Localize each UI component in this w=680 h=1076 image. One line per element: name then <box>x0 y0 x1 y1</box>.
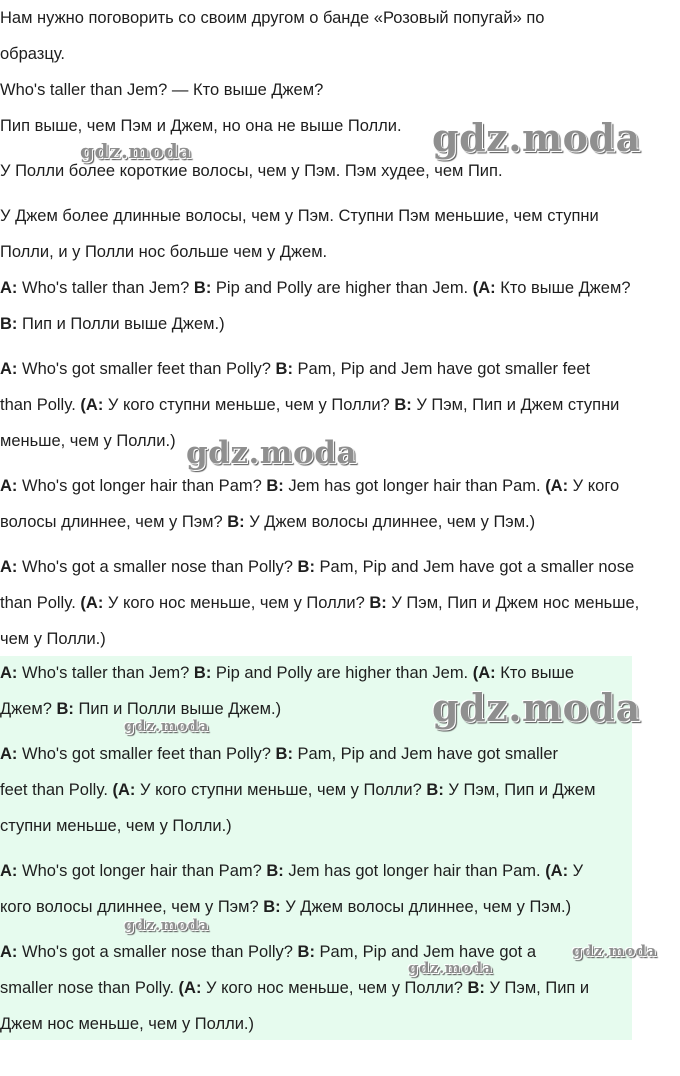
question-translation: У кого <box>568 477 620 495</box>
dialogue-line <box>0 476 619 496</box>
speaker-b-label: B: <box>297 943 315 961</box>
dialogue-line <box>0 978 589 998</box>
speaker-a-label: (A: <box>80 396 104 414</box>
question-translation: Кто выше Джем? <box>495 279 631 297</box>
watermark-logo: gdz.moda <box>432 115 641 160</box>
intro-line: У Джем более длинные волосы, чем у Пэм. Ступни Пэм меньшие, чем ступни <box>0 207 599 225</box>
answer-translation: Пип и Полли выше Джем.) <box>17 315 225 333</box>
watermark-logo: gdz.moda <box>186 435 357 471</box>
speaker-a-label: (A: <box>472 664 496 682</box>
question-translation: У кого нос меньше, чем у Полли? <box>103 594 370 612</box>
answer-text: feet than Polly. <box>0 781 113 799</box>
answer-text: Jem has got longer hair than Pam. <box>283 862 546 880</box>
question-text: Who's taller than Jem? <box>17 279 194 297</box>
watermark-logo: gdz.moda <box>80 139 192 163</box>
speaker-b-label: B: <box>467 979 485 997</box>
speaker-a-label: A: <box>0 360 18 378</box>
speaker-a-label: (A: <box>545 477 569 495</box>
answer-translation: У Пэм, Пип и <box>484 979 590 997</box>
question-translation: Кто выше <box>495 664 575 682</box>
speaker-a-label: A: <box>0 279 18 297</box>
speaker-a-label: (A: <box>80 594 104 612</box>
answer-translation: У Джем волосы длиннее, чем у Пэм.) <box>244 513 536 531</box>
speaker-b-label: B: <box>193 664 212 682</box>
answer-translation: У Пэм, Пип и Джем <box>443 781 596 799</box>
speaker-b-label: B: <box>426 781 444 799</box>
answer-text: than Polly. <box>0 396 81 414</box>
watermark-logo: gdz.moda <box>124 717 209 735</box>
speaker-b-label: B: <box>266 477 284 495</box>
speaker-a-label: (A: <box>112 781 136 799</box>
watermark-logo: gdz.moda <box>572 942 657 960</box>
question-translation: У <box>568 862 584 880</box>
dialogue-line <box>0 897 571 917</box>
question-translation: Джем? <box>0 700 57 718</box>
watermark-logo: gdz.moda <box>408 959 493 977</box>
intro-line: Нам нужно поговорить со своим другом о банде «Розовый попугай» по <box>0 9 545 27</box>
answer-translation: У Пэм, Пип и Джем ступни <box>411 396 620 414</box>
intro-line: У Полли более короткие волосы, чем у Пэм. Пэм худее, чем Пип. <box>0 162 503 180</box>
speaker-b-label: B: <box>227 513 245 531</box>
dialogue-line <box>0 557 634 577</box>
dialogue-line <box>0 1014 254 1034</box>
question-translation: волосы длиннее, чем у Пэм? <box>0 513 228 531</box>
question-translation: У кого ступни меньше, чем у Полли? <box>135 781 427 799</box>
answer-text: Pip and Polly are higher than Jem. <box>211 279 473 297</box>
dialogue-line <box>0 699 281 719</box>
question-text: Who's taller than Jem? <box>17 664 194 682</box>
speaker-a-label: (A: <box>545 862 569 880</box>
speaker-a-label: A: <box>0 477 18 495</box>
speaker-a-label: A: <box>0 943 18 961</box>
watermark-logo: gdz.moda <box>432 685 641 730</box>
answer-translation: Пип и Полли выше Джем.) <box>73 700 282 718</box>
speaker-b-label: B: <box>263 898 281 916</box>
question-text: Who's got smaller feet than Polly? <box>17 745 276 763</box>
dialogue-line <box>0 629 106 649</box>
question-text: Who's got longer hair than Pam? <box>17 862 267 880</box>
dialogue-line <box>0 431 176 451</box>
answer-text: Pip and Polly are higher than Jem. <box>211 664 473 682</box>
dialogue-line <box>0 780 595 800</box>
answer-translation: чем у Полли.) <box>0 630 106 648</box>
speaker-a-label: A: <box>0 745 18 763</box>
question-text: Who's got smaller feet than Polly? <box>17 360 276 378</box>
dialogue-line <box>0 861 583 881</box>
question-text: Who's got longer hair than Pam? <box>17 477 267 495</box>
speaker-b-label: B: <box>56 700 74 718</box>
speaker-a-label: A: <box>0 664 18 682</box>
speaker-b-label: B: <box>297 558 315 576</box>
answer-text: smaller nose than Polly. <box>0 979 179 997</box>
dialogue-line <box>0 512 535 532</box>
answer-translation: Джем нос меньше, чем у Полли.) <box>0 1015 255 1033</box>
answer-translation: меньше, чем у Полли.) <box>0 432 176 450</box>
speaker-b-label: B: <box>266 862 284 880</box>
dialogue-line <box>0 744 558 764</box>
speaker-b-label: B: <box>275 745 293 763</box>
dialogue-line <box>0 593 639 613</box>
speaker-b-label: B: <box>0 315 18 333</box>
intro-line: Who's taller than Jem? — Кто выше Джем? <box>0 81 324 99</box>
dialogue-line <box>0 359 590 379</box>
answer-text: than Polly. <box>0 594 81 612</box>
answer-text: Jem has got longer hair than Pam. <box>283 477 546 495</box>
speaker-a-label: (A: <box>472 279 496 297</box>
intro-line: образцу. <box>0 45 65 63</box>
speaker-b-label: B: <box>394 396 412 414</box>
watermark-logo: gdz.moda <box>124 916 209 934</box>
question-translation: кого волосы длиннее, чем у Пэм? <box>0 898 264 916</box>
speaker-b-label: B: <box>369 594 387 612</box>
answer-translation: ступни меньше, чем у Полли.) <box>0 817 232 835</box>
intro-line: Полли, и у Полли нос больше чем у Джем. <box>0 243 328 261</box>
speaker-b-label: B: <box>275 360 293 378</box>
answer-text: Pam, Pip and Jem have got a smaller nose <box>314 558 635 576</box>
question-text: Who's got a smaller nose than Polly? <box>17 558 298 576</box>
dialogue-line <box>0 395 619 415</box>
answer-translation: У Джем волосы длиннее, чем у Пэм.) <box>280 898 572 916</box>
dialogue-line <box>0 278 631 298</box>
speaker-b-label: B: <box>193 279 212 297</box>
speaker-a-label: A: <box>0 558 18 576</box>
answer-translation: У Пэм, Пип и Джем нос меньше, <box>386 594 640 612</box>
speaker-a-label: A: <box>0 862 18 880</box>
question-translation: У кого ступни меньше, чем у Полли? <box>103 396 395 414</box>
intro-line: Пип выше, чем Пэм и Джем, но она не выше Полли. <box>0 117 402 135</box>
speaker-a-label: (A: <box>178 979 202 997</box>
answer-text: Pam, Pip and Jem have got smaller feet <box>292 360 591 378</box>
answer-text: Pam, Pip and Jem have got smaller <box>292 745 558 763</box>
dialogue-line <box>0 942 536 962</box>
answer-text: Pam, Pip and Jem have got a <box>314 943 537 961</box>
dialogue-line <box>0 663 574 683</box>
dialogue-line <box>0 314 225 334</box>
question-text: Who's got a smaller nose than Polly? <box>17 943 298 961</box>
question-translation: У кого нос меньше, чем у Полли? <box>201 979 468 997</box>
dialogue-line <box>0 816 232 836</box>
